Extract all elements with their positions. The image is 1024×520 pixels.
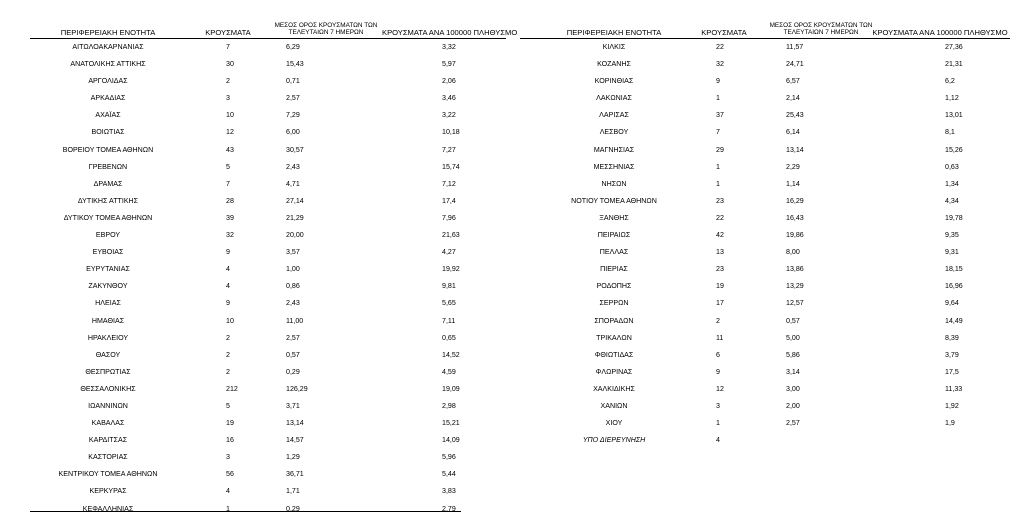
region-cell: ΚΑΣΤΟΡΙΑΣ xyxy=(88,453,128,462)
avg-cell: 24,71 xyxy=(786,60,804,69)
region-cell: ΙΩΑΝΝΙΝΩΝ xyxy=(88,401,128,410)
rate-cell: 15,21 xyxy=(442,419,460,428)
table-row xyxy=(520,278,1010,295)
avg-cell: 3,71 xyxy=(286,401,300,410)
region-cell: ΜΕΣΣΗΝΙΑΣ xyxy=(593,162,635,171)
region-cell: ΥΠΟ ΔΙΕΡΕΥΝΗΣΗ xyxy=(582,436,646,445)
table-row xyxy=(520,159,1010,176)
table-row xyxy=(520,227,1010,244)
avg-cell: 126,29 xyxy=(286,384,308,393)
region-cell: ΔΥΤΙΚΟΥ ΤΟΜΕΑ ΑΘΗΝΩΝ xyxy=(63,213,153,222)
rate-cell: 8,1 xyxy=(945,128,955,137)
region-cell: ΚΕΦΑΛΛΗΝΙΑΣ xyxy=(82,504,134,513)
cases-cell: 23 xyxy=(716,196,724,205)
avg-cell: 2,43 xyxy=(286,299,300,308)
avg-cell: 8,00 xyxy=(786,248,800,257)
avg-cell: 0,57 xyxy=(786,316,800,325)
avg-cell: 0,29 xyxy=(286,504,300,513)
cases-cell: 23 xyxy=(716,265,724,274)
avg-cell: 13,14 xyxy=(286,419,304,428)
avg-cell: 27,14 xyxy=(286,196,304,205)
table-row xyxy=(520,73,1010,90)
header-cases: ΚΡΟΥΣΜΑΤΑ xyxy=(701,28,747,37)
region-cell: ΕΥΒΟΙΑΣ xyxy=(92,248,124,257)
table-row xyxy=(520,90,1010,107)
header-region: ΠΕΡΙΦΕΡΕΙΑΚΗ ΕΝΟΤΗΤΑ xyxy=(60,28,156,37)
cases-cell: 1 xyxy=(716,162,720,171)
cases-cell: 9 xyxy=(226,248,230,257)
header-avg xyxy=(756,22,886,36)
table-row xyxy=(30,193,506,210)
table-row xyxy=(30,39,506,56)
region-cell: ΑΙΤΩΛΟΑΚΑΡΝΑΝΙΑΣ xyxy=(72,43,144,51)
rate-cell: 21,31 xyxy=(945,60,963,69)
header-region: ΠΕΡΙΦΕΡΕΙΑΚΗ ΕΝΟΤΗΤΑ xyxy=(566,28,662,37)
rate-cell: 9,81 xyxy=(442,282,456,291)
avg-cell: 2,14 xyxy=(786,94,800,103)
table-header xyxy=(30,18,518,39)
cases-cell: 30 xyxy=(226,60,234,69)
region-cell: ΔΡΑΜΑΣ xyxy=(93,179,123,188)
avg-cell: 1,71 xyxy=(286,487,300,496)
cases-cell: 9 xyxy=(716,367,720,376)
cases-cell: 2 xyxy=(226,77,230,86)
rate-cell: 5,65 xyxy=(442,299,456,308)
table-row xyxy=(30,364,506,381)
region-cell: ΚΙΛΚΙΣ xyxy=(602,43,626,51)
table-row xyxy=(520,347,1010,364)
rate-cell: 13,01 xyxy=(945,111,963,120)
bottom-rule xyxy=(30,511,461,512)
rate-cell: 1,12 xyxy=(945,94,959,103)
region-cell: ΗΜΑΘΙΑΣ xyxy=(91,316,125,325)
avg-cell: 6,29 xyxy=(286,43,300,51)
region-cell: ΘΕΣΣΑΛΟΝΙΚΗΣ xyxy=(80,384,136,393)
avg-cell: 2,43 xyxy=(286,162,300,171)
avg-cell: 14,57 xyxy=(286,436,304,445)
region-cell: ΑΡΚΑΔΙΑΣ xyxy=(90,94,126,103)
region-cell: ΛΕΣΒΟΥ xyxy=(599,128,629,137)
table-body xyxy=(520,39,1010,449)
cases-cell: 11 xyxy=(716,333,724,342)
avg-cell: 6,57 xyxy=(786,77,800,86)
avg-cell: 2,57 xyxy=(786,419,800,428)
header-avg-line2: ΤΕΛΕΥΤΑΙΩΝ 7 ΗΜΕΡΩΝ xyxy=(783,29,859,36)
rate-cell: 1,92 xyxy=(945,401,959,410)
table-row xyxy=(30,73,506,90)
table-row xyxy=(30,501,506,518)
region-cell: ΚΑΡΔΙΤΣΑΣ xyxy=(88,436,128,445)
avg-cell: 3,14 xyxy=(786,367,800,376)
rate-cell: 5,96 xyxy=(442,453,456,462)
table-row xyxy=(520,142,1010,159)
region-cell: ΕΥΡΥΤΑΝΙΑΣ xyxy=(86,265,130,274)
table-body xyxy=(30,39,506,518)
cases-cell: 1 xyxy=(716,179,720,188)
cases-cell: 7 xyxy=(716,128,720,137)
rate-cell: 0,65 xyxy=(442,333,456,342)
avg-cell: 19,86 xyxy=(786,231,804,240)
region-cell: ΠΕΛΛΑΣ xyxy=(599,248,629,257)
cases-cell: 29 xyxy=(716,145,724,154)
region-cell: ΚΕΡΚΥΡΑΣ xyxy=(89,487,127,496)
rate-cell: 0,63 xyxy=(945,162,959,171)
region-cell: ΚΟΖΑΝΗΣ xyxy=(597,60,631,69)
table-row xyxy=(30,432,506,449)
rate-cell: 11,33 xyxy=(945,384,963,393)
avg-cell: 13,86 xyxy=(786,265,804,274)
cases-cell: 43 xyxy=(226,145,234,154)
cases-cell: 3 xyxy=(226,453,230,462)
avg-cell: 13,14 xyxy=(786,145,804,154)
table-row xyxy=(520,176,1010,193)
rate-cell: 3,22 xyxy=(442,111,456,120)
rate-cell: 4,34 xyxy=(945,196,959,205)
avg-cell: 6,00 xyxy=(286,128,300,137)
cases-cell: 7 xyxy=(226,179,230,188)
table-row xyxy=(30,483,506,500)
avg-cell: 12,57 xyxy=(786,299,804,308)
region-cell: ΣΕΡΡΩΝ xyxy=(599,299,629,308)
region-cell: ΘΑΣΟΥ xyxy=(95,350,121,359)
table-row xyxy=(30,466,506,483)
rate-cell: 18,15 xyxy=(945,265,963,274)
table-row xyxy=(520,56,1010,73)
table-row xyxy=(30,244,506,261)
rate-cell: 14,09 xyxy=(442,436,460,445)
avg-cell: 0,29 xyxy=(286,367,300,376)
rate-cell: 7,27 xyxy=(442,145,456,154)
region-cell: ΛΑΡΙΣΑΣ xyxy=(599,111,629,120)
table-row xyxy=(30,56,506,73)
cases-cell: 22 xyxy=(716,213,724,222)
rate-cell: 14,49 xyxy=(945,316,963,325)
cases-cell: 56 xyxy=(226,470,234,479)
avg-cell: 2,57 xyxy=(286,94,300,103)
rate-cell: 3,32 xyxy=(442,43,456,51)
avg-cell: 30,57 xyxy=(286,145,304,154)
table-row xyxy=(520,432,1010,449)
region-cell: ΖΑΚΥΝΘΟΥ xyxy=(88,282,128,291)
cases-cell: 28 xyxy=(226,196,234,205)
avg-cell: 5,00 xyxy=(786,333,800,342)
rate-cell: 19,09 xyxy=(442,384,460,393)
rate-cell: 19,78 xyxy=(945,213,963,222)
table-row xyxy=(520,39,1010,56)
rate-cell: 5,97 xyxy=(442,60,456,69)
cases-cell: 6 xyxy=(716,350,720,359)
rate-cell: 14,52 xyxy=(442,350,460,359)
header-avg-line1: ΜΕΣΟΣ ΟΡΟΣ ΚΡΟΥΣΜΑΤΩΝ ΤΩΝ xyxy=(769,22,873,29)
cases-cell: 5 xyxy=(226,401,230,410)
avg-cell: 3,57 xyxy=(286,248,300,257)
cases-cell: 5 xyxy=(226,162,230,171)
region-cell: ΦΘΙΩΤΙΔΑΣ xyxy=(594,350,634,359)
avg-cell: 1,29 xyxy=(286,453,300,462)
rate-cell: 9,35 xyxy=(945,231,959,240)
table-row xyxy=(30,176,506,193)
cases-cell: 22 xyxy=(716,43,724,51)
region-cell: ΓΡΕΒΕΝΩΝ xyxy=(88,162,128,171)
table-row xyxy=(30,90,506,107)
table-row xyxy=(520,398,1010,415)
avg-cell: 20,00 xyxy=(286,231,304,240)
cases-cell: 12 xyxy=(226,128,234,137)
region-cell: ΒΟΡΕΙΟΥ ΤΟΜΕΑ ΑΘΗΝΩΝ xyxy=(62,145,154,154)
avg-cell: 2,57 xyxy=(286,333,300,342)
cases-cell: 42 xyxy=(716,231,724,240)
cases-cell: 16 xyxy=(226,436,234,445)
table-row xyxy=(30,313,506,330)
rate-cell: 5,44 xyxy=(442,470,456,479)
avg-cell: 4,71 xyxy=(286,179,300,188)
rate-cell: 2,98 xyxy=(442,401,456,410)
table-header xyxy=(520,18,1010,39)
region-cell: ΗΛΕΙΑΣ xyxy=(95,299,121,308)
region-cell: ΑΝΑΤΟΛΙΚΗΣ ΑΤΤΙΚΗΣ xyxy=(70,60,146,69)
cases-cell: 4 xyxy=(226,265,230,274)
table-row xyxy=(30,330,506,347)
table-row xyxy=(30,159,506,176)
cases-cell: 19 xyxy=(716,282,724,291)
region-cell: ΧΑΝΙΩΝ xyxy=(600,401,628,410)
table-row xyxy=(520,381,1010,398)
table-row xyxy=(30,210,506,227)
region-cell: ΒΟΙΩΤΙΑΣ xyxy=(91,128,125,137)
avg-cell: 7,29 xyxy=(286,111,300,120)
rate-cell: 17,4 xyxy=(442,196,456,205)
region-cell: ΝΗΣΩΝ xyxy=(601,179,627,188)
cases-cell: 9 xyxy=(716,77,720,86)
cases-cell: 4 xyxy=(226,487,230,496)
region-cell: ΚΕΝΤΡΙΚΟΥ ΤΟΜΕΑ ΑΘΗΝΩΝ xyxy=(58,470,158,479)
table-left xyxy=(30,18,518,518)
avg-cell: 0,57 xyxy=(286,350,300,359)
header-avg-line1: ΜΕΣΟΣ ΟΡΟΣ ΚΡΟΥΣΜΑΤΩΝ ΤΩΝ xyxy=(274,22,378,29)
avg-cell: 36,71 xyxy=(286,470,304,479)
avg-cell: 5,86 xyxy=(786,350,800,359)
rate-cell: 2,79 xyxy=(442,504,456,513)
header-avg-line2: ΤΕΛΕΥΤΑΙΩΝ 7 ΗΜΕΡΩΝ xyxy=(288,29,364,36)
table-row xyxy=(520,124,1010,141)
cases-cell: 4 xyxy=(716,436,720,445)
avg-cell: 13,29 xyxy=(786,282,804,291)
avg-cell: 3,00 xyxy=(786,384,800,393)
rate-cell: 15,74 xyxy=(442,162,460,171)
region-cell: ΔΥΤΙΚΗΣ ΑΤΤΙΚΗΣ xyxy=(77,196,139,205)
cases-cell: 32 xyxy=(226,231,234,240)
cases-cell: 3 xyxy=(716,401,720,410)
rate-cell: 9,64 xyxy=(945,299,959,308)
table-row xyxy=(520,193,1010,210)
header-avg xyxy=(266,22,386,36)
table-row xyxy=(520,261,1010,278)
table-row xyxy=(30,347,506,364)
avg-cell: 11,57 xyxy=(786,43,804,51)
table-row xyxy=(30,415,506,432)
header-rate: ΚΡΟΥΣΜΑΤΑ ΑΝΑ 100000 ΠΛΗΘΥΣΜΟ xyxy=(872,28,1008,37)
rate-cell: 15,26 xyxy=(945,145,963,154)
region-cell: ΚΑΒΑΛΑΣ xyxy=(91,419,125,428)
cases-cell: 17 xyxy=(716,299,724,308)
rate-cell: 6,2 xyxy=(945,77,955,86)
avg-cell: 25,43 xyxy=(786,111,804,120)
region-cell: ΡΟΔΟΠΗΣ xyxy=(596,282,632,291)
table-row xyxy=(30,107,506,124)
table-right xyxy=(520,18,1010,449)
avg-cell: 0,71 xyxy=(286,77,300,86)
rate-cell: 4,27 xyxy=(442,248,456,257)
avg-cell: 0,86 xyxy=(286,282,300,291)
table-row xyxy=(520,210,1010,227)
rate-cell: 1,34 xyxy=(945,179,959,188)
table-row xyxy=(30,278,506,295)
region-cell: ΧΙΟΥ xyxy=(605,419,623,428)
cases-cell: 1 xyxy=(716,94,720,103)
cases-cell: 2 xyxy=(226,367,230,376)
table-row xyxy=(30,142,506,159)
region-cell: ΚΟΡΙΝΘΙΑΣ xyxy=(594,77,634,86)
avg-cell: 1,14 xyxy=(786,179,800,188)
region-cell: ΕΒΡΟΥ xyxy=(95,231,121,240)
rate-cell: 1,9 xyxy=(945,419,955,428)
region-cell: ΣΠΟΡΑΔΩΝ xyxy=(594,316,634,325)
rate-cell: 8,39 xyxy=(945,333,959,342)
table-row xyxy=(30,381,506,398)
cases-cell: 3 xyxy=(226,94,230,103)
rate-cell: 16,96 xyxy=(945,282,963,291)
cases-cell: 1 xyxy=(716,419,720,428)
rate-cell: 3,46 xyxy=(442,94,456,103)
region-cell: ΑΡΓΟΛΙΔΑΣ xyxy=(88,77,128,86)
rate-cell: 9,31 xyxy=(945,248,959,257)
table-row xyxy=(520,330,1010,347)
region-cell: ΜΑΓΝΗΣΙΑΣ xyxy=(593,145,635,154)
region-cell: ΛΑΚΩΝΙΑΣ xyxy=(596,94,632,103)
region-cell: ΠΕΙΡΑΙΩΣ xyxy=(597,231,631,240)
cases-cell: 9 xyxy=(226,299,230,308)
rate-cell: 27,36 xyxy=(945,43,963,51)
avg-cell: 15,43 xyxy=(286,60,304,69)
table-row xyxy=(520,107,1010,124)
region-cell: ΤΡΙΚΑΛΩΝ xyxy=(596,333,632,342)
region-cell: ΞΑΝΘΗΣ xyxy=(599,213,629,222)
cases-cell: 37 xyxy=(716,111,724,120)
cases-cell: 39 xyxy=(226,213,234,222)
table-row xyxy=(30,398,506,415)
region-cell: ΘΕΣΠΡΩΤΙΑΣ xyxy=(85,367,131,376)
cases-cell: 2 xyxy=(226,333,230,342)
avg-cell: 2,00 xyxy=(786,401,800,410)
avg-cell: 6,14 xyxy=(786,128,800,137)
cases-cell: 7 xyxy=(226,43,230,51)
rate-cell: 2,06 xyxy=(442,77,456,86)
region-cell: ΧΑΛΚΙΔΙΚΗΣ xyxy=(593,384,635,393)
cases-cell: 10 xyxy=(226,111,234,120)
rate-cell: 17,5 xyxy=(945,367,959,376)
cases-cell: 10 xyxy=(226,316,234,325)
table-row xyxy=(520,313,1010,330)
region-cell: ΦΛΩΡΙΝΑΣ xyxy=(595,367,633,376)
cases-cell: 32 xyxy=(716,60,724,69)
cases-cell: 13 xyxy=(716,248,724,257)
cases-cell: 2 xyxy=(716,316,720,325)
avg-cell: 16,29 xyxy=(786,196,804,205)
rate-cell: 7,12 xyxy=(442,179,456,188)
header-cases: ΚΡΟΥΣΜΑΤΑ xyxy=(205,28,251,37)
region-cell: ΝΟΤΙΟΥ ΤΟΜΕΑ ΑΘΗΝΩΝ xyxy=(571,196,657,205)
cases-cell: 4 xyxy=(226,282,230,291)
region-cell: ΠΙΕΡΙΑΣ xyxy=(600,265,628,274)
avg-cell: 16,43 xyxy=(786,213,804,222)
avg-cell: 2,29 xyxy=(786,162,800,171)
rate-cell: 7,11 xyxy=(442,316,456,325)
cases-cell: 1 xyxy=(226,504,230,513)
avg-cell: 1,00 xyxy=(286,265,300,274)
table-row xyxy=(30,295,506,312)
rate-cell: 19,92 xyxy=(442,265,460,274)
cases-cell: 12 xyxy=(716,384,724,393)
rate-cell: 4,59 xyxy=(442,367,456,376)
rate-cell: 10,18 xyxy=(442,128,460,137)
table-row xyxy=(30,124,506,141)
rate-cell: 3,83 xyxy=(442,487,456,496)
cases-cell: 2 xyxy=(226,350,230,359)
table-row xyxy=(520,415,1010,432)
table-row xyxy=(30,449,506,466)
table-row xyxy=(520,364,1010,381)
table-row xyxy=(520,244,1010,261)
rate-cell: 7,96 xyxy=(442,213,456,222)
cases-cell: 19 xyxy=(226,419,234,428)
avg-cell: 21,29 xyxy=(286,213,304,222)
rate-cell: 3,79 xyxy=(945,350,959,359)
rate-cell: 21,63 xyxy=(442,231,460,240)
table-row xyxy=(520,295,1010,312)
avg-cell: 11,00 xyxy=(286,316,304,325)
region-cell: ΑΧΑΪΑΣ xyxy=(95,111,121,120)
region-cell: ΗΡΑΚΛΕΙΟΥ xyxy=(87,333,129,342)
table-row xyxy=(30,261,506,278)
table-row xyxy=(30,227,506,244)
cases-cell: 212 xyxy=(226,384,238,393)
header-rate: ΚΡΟΥΣΜΑΤΑ ΑΝΑ 100000 ΠΛΗΘΥΣΜΟ xyxy=(382,28,518,37)
